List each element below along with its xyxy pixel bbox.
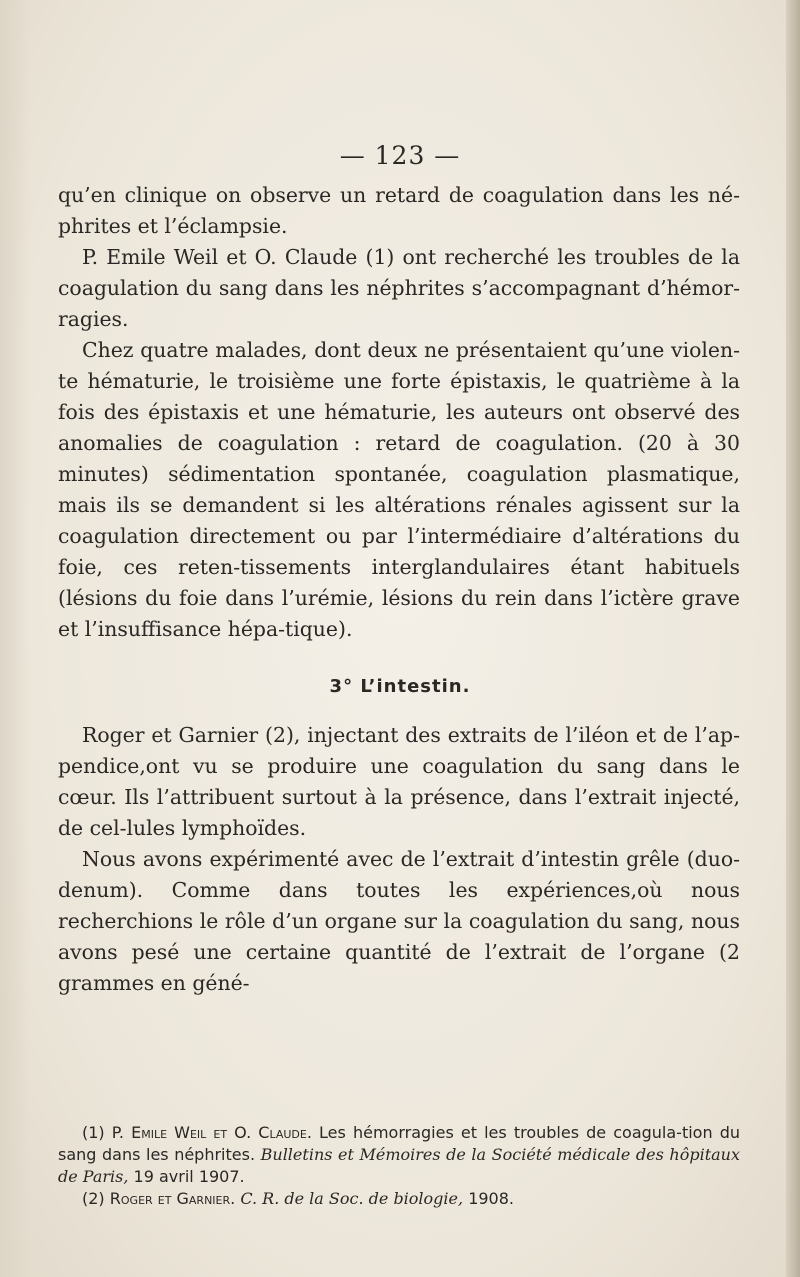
section-heading: 3° L’intestin.	[329, 676, 471, 697]
page-shadow-left	[0, 0, 30, 1277]
footnote-1	[58, 1122, 740, 1188]
body-text-bottom	[58, 720, 740, 999]
footnote-source: Bulletins et Mémoires de la Société médicale des hôpitaux de Paris,	[58, 1145, 740, 1186]
footnote-text: Les hémorragies et les troubles de coagula-tion du sang dans les néphrites.	[58, 1123, 740, 1164]
footnote-marker: (1) P.	[82, 1123, 125, 1142]
footnote-marker: (2)	[82, 1189, 105, 1208]
paragraph: Nous avons expérimenté avec de l’extrait d’intestin grêle (duo-denum). Comme dans toutes les expériences,où nous recherchions le rôle d’un organe sur la coagulation du sang, nous avons pesé une certaine quantité de l’extrait de l’organe (2 grammes en géné-	[58, 847, 740, 995]
footnote-date: 19 avril 1907.	[133, 1167, 245, 1186]
paragraph: Roger et Garnier (2), injectant des extraits de l’iléon et de l’ap-pendice,ont vu se produire une coagulation du sang dans le cœur. Ils l’attribuent surtout à la présence, dans l’extrait injecté, de cel-lules lymphoïdes.	[58, 723, 740, 840]
footnote-source: C. R. de la Soc. de biologie,	[240, 1189, 464, 1208]
footnote-date: 1908.	[468, 1189, 514, 1208]
page-number: — 123 —	[339, 141, 461, 170]
paragraph: P. Emile Weil et O. Claude (1) ont recherché les troubles de la coagulation du sang dans les néphrites s’accompagnant d’hémor-ragies.	[58, 245, 740, 331]
footnote-authors: Roger et Garnier.	[109, 1189, 236, 1208]
body-text-top	[58, 180, 740, 645]
footnote-authors: Emile Weil et O. Claude.	[131, 1123, 312, 1142]
paragraph: qu’en clinique on observe un retard de coagulation dans les né-phrites et l’éclampsie.	[58, 183, 740, 238]
footnote-2	[58, 1188, 740, 1210]
footnotes	[58, 1122, 740, 1210]
page-edge-right	[786, 0, 800, 1277]
paragraph: Chez quatre malades, dont deux ne présentaient qu’une violen-te hématurie, le troisième une forte épistaxis, le quatrième à la fois des épistaxis et une hématurie, les auteurs ont observé des anomalies de coagulation : retard de coagulation. (20 à 30 minutes) sédimentation spontanée, coagulation plasmatique, mais ils se demandent si les altérations rénales agissent sur la coagulation directement ou par l’intermédiaire d’altérations du foie, ces reten-tissements interglandulaires étant habituels (lésions du foie dans l’urémie, lésions du rein dans l’ictère grave et l’insuffisance hépa-tique).	[58, 338, 740, 641]
